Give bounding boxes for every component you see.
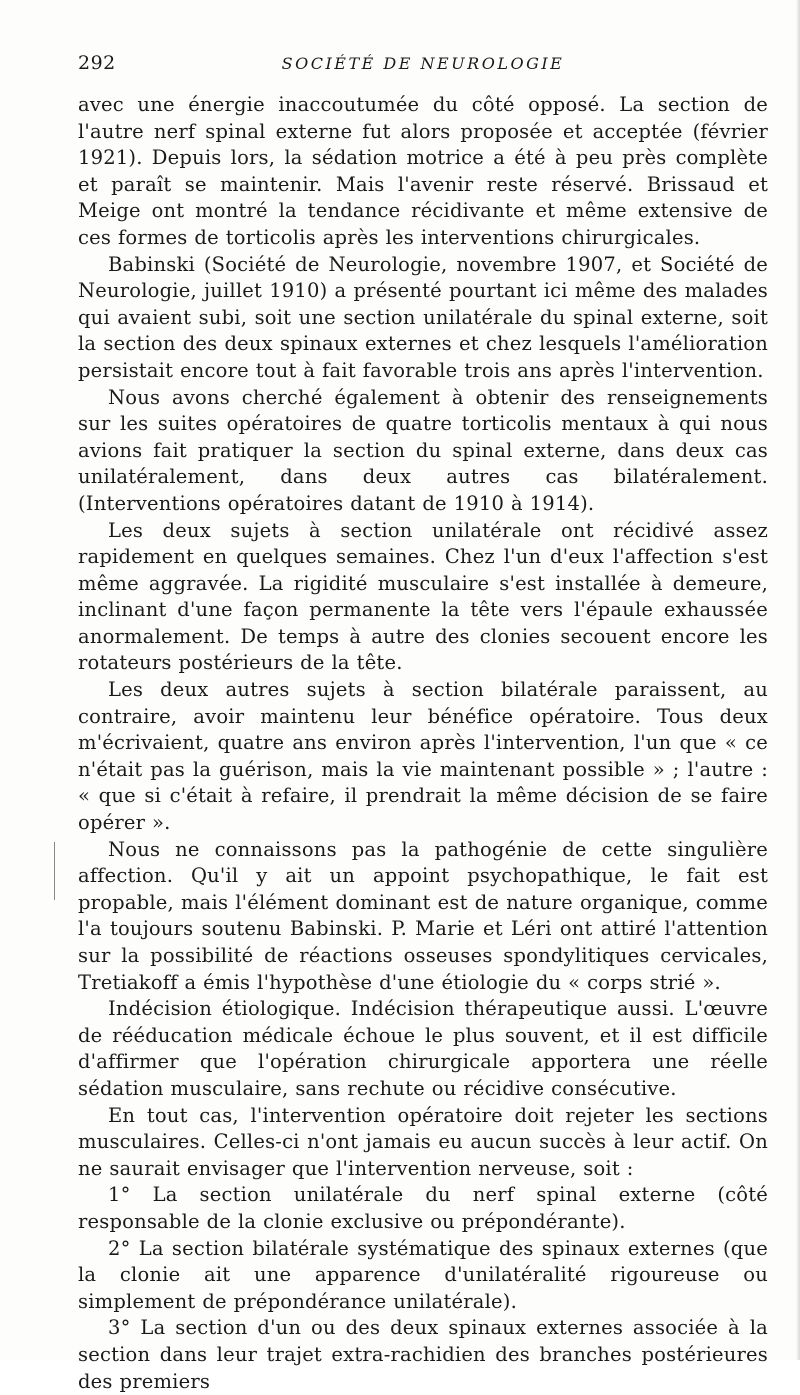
paragraph: Nous ne connaissons pas la pathogénie de cette singulière affection. Qu'il y ait un appoint psychopathique, le fait est propable, mais l'élément dominant est de nature organique, comme l'a toujours soutenu Babinski. P. Marie et Léri ont attiré l'attention sur la possibilité de réactions osseuses spondylitiques cervicales, Tretiakoff a émis l'hypothèse d'une étiologie du « corps strié ». [78, 837, 768, 994]
margin-mark [54, 842, 55, 900]
running-head: SOCIÉTÉ DE NEUROLOGIE [281, 54, 565, 73]
page-number: 292 [78, 52, 116, 74]
page-edge-shadow [796, 0, 800, 1360]
paragraph: Nous avons cherché également à obtenir des renseignements sur les suites opératoires de quatre torticolis mentaux à qui nous avions fait pratiquer la section du spinal externe, dans deux cas unilatéralement, dans deux autres cas bilatéralement. (Interventions opératoires datant de 1910 à 1914). [78, 385, 768, 515]
paragraph: Babinski (Société de Neurologie, novembre 1907, et Société de Neurologie, juillet 1910) a présenté pourtant ici même des malades qui avaient subi, soit une section unilatérale du spinal externe, soit la section des deux spinaux externes et chez lesquels l'amélioration persistait encore tout à fait favorable trois ans après l'intervention. [78, 252, 768, 382]
paragraph: avec une énergie inaccoutumée du côté opposé. La section de l'autre nerf spinal externe fut alors proposée et acceptée (février 1921). Depuis lors, la sédation motrice a été à peu près complète et paraît se maintenir. Mais l'avenir reste réservé. Brissaud et Meige ont montré la tendance récidivante et même extensive de ces formes de torticolis après les interventions chirurgicales. [78, 93, 768, 249]
paragraph: Les deux sujets à section unilatérale ont récidivé assez rapidement en quelques semaines. Chez l'un d'eux l'affection s'est même aggravée. La rigidité musculaire s'est installée à demeure, inclinant d'une façon permanente la tête vers l'épaule exhaussée anormalement. De temps à autre des clonies secouent encore les rotateurs postérieurs de la tête. [78, 518, 768, 675]
body-text [78, 92, 768, 1395]
paragraph: En tout cas, l'intervention opératoire doit rejeter les sections musculaires. Celles-ci n'ont jamais eu aucun succès à leur actif. On ne saurait envisager que l'intervention nerveuse, soit : [78, 1103, 768, 1180]
list-item: 1° La section unilatérale du nerf spinal externe (côté responsable de la clonie exclusive ou prépondérante). [78, 1183, 768, 1233]
list-item: 3° La section d'un ou des deux spinaux externes associée à la section dans leur trajet extra-rachidien des branches postérieures des premiers [78, 1316, 768, 1393]
paragraph: Indécision étiologique. Indécision thérapeutique aussi. L'œuvre de rééducation médicale échoue le plus souvent, et il est difficile d'affirmer que l'opération chirurgicale apportera une réelle sédation musculaire, sans rechute ou récidive consécutive. [78, 997, 768, 1100]
paragraph: Les deux autres sujets à section bilatérale paraissent, au contraire, avoir maintenu leur bénéfice opératoire. Tous deux m'écrivaient, quatre ans environ après l'intervention, l'un que « ce n'était pas la guérison, mais la vie maintenant possible » ; l'autre : « que si c'était à refaire, il prendrait la même décision de se faire opérer ». [78, 678, 768, 835]
list-item: 2° La section bilatérale systématique des spinaux externes (que la clonie ait une apparence d'unilatéralité rigoureuse ou simplement de prépondérance unilatérale). [78, 1236, 768, 1313]
page-header [78, 52, 768, 78]
